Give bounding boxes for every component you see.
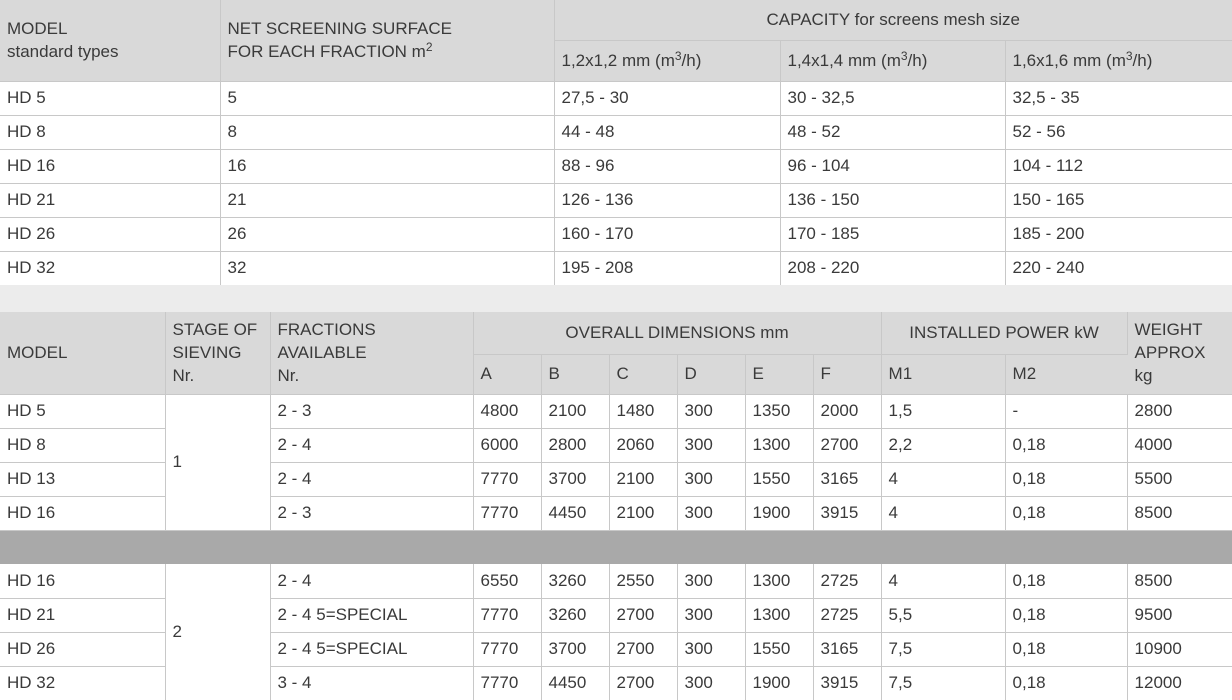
- cell-weight: 8500: [1127, 496, 1232, 530]
- header-surface-line2: FOR EACH FRACTION m: [227, 42, 426, 62]
- header-dim-e: E: [745, 354, 813, 394]
- cell-dim-d: 300: [677, 428, 745, 462]
- header-stage: [165, 312, 270, 394]
- header-dimensions: OVERALL DIMENSIONS mm: [473, 312, 881, 354]
- cell-cap-16: 220 - 240: [1005, 251, 1232, 285]
- table-gap: [0, 285, 1232, 312]
- header-weight-line1: WEIGHT: [1134, 320, 1203, 340]
- cell-dim-a: 6000: [473, 428, 541, 462]
- cell-surface: 32: [220, 251, 554, 285]
- mesh-sup: 3: [1125, 48, 1133, 63]
- header-dim-b: B: [541, 354, 609, 394]
- cell-dim-a: 7770: [473, 598, 541, 632]
- cell-cap-12: 44 - 48: [554, 115, 780, 149]
- capacity-table: [0, 0, 1232, 285]
- cell-dim-f: 2725: [813, 564, 881, 598]
- cell-m1: 5,5: [881, 598, 1005, 632]
- cell-weight: 2800: [1127, 394, 1232, 428]
- group-separator-bar: [0, 530, 1232, 564]
- cell-cap-12: 126 - 136: [554, 183, 780, 217]
- cell-dim-e: 1300: [745, 598, 813, 632]
- cell-cap-12: 160 - 170: [554, 217, 780, 251]
- cell-cap-14: 208 - 220: [780, 251, 1005, 285]
- cell-cap-14: 136 - 150: [780, 183, 1005, 217]
- cell-m2: 0,18: [1005, 462, 1127, 496]
- cell-m1: 4: [881, 564, 1005, 598]
- cell-dim-a: 6550: [473, 564, 541, 598]
- cell-dim-c: 2100: [609, 462, 677, 496]
- cell-dim-c: 1480: [609, 394, 677, 428]
- cell-model: HD 32: [0, 251, 220, 285]
- cell-fractions: 2 - 4: [270, 428, 473, 462]
- header-fractions-line3: Nr.: [277, 366, 300, 386]
- cell-dim-c: 2700: [609, 632, 677, 666]
- cell-m1: 1,5: [881, 394, 1005, 428]
- cell-m2: 0,18: [1005, 496, 1127, 530]
- cell-stage: 1: [165, 394, 270, 530]
- cell-model: HD 16: [0, 149, 220, 183]
- cell-cap-14: 96 - 104: [780, 149, 1005, 183]
- header-model-line1: MODEL: [7, 19, 68, 39]
- mesh-label: 1,2x1,2 mm (m: [561, 50, 675, 70]
- cell-dim-a: 7770: [473, 666, 541, 700]
- cell-m1: 4: [881, 462, 1005, 496]
- cell-dim-b: 3700: [541, 462, 609, 496]
- cell-fractions: 2 - 4: [270, 564, 473, 598]
- cell-dim-d: 300: [677, 394, 745, 428]
- cell-dim-d: 300: [677, 598, 745, 632]
- header-surface-sup: 2: [425, 40, 433, 55]
- cell-dim-b: 4450: [541, 496, 609, 530]
- cell-dim-f: 3165: [813, 632, 881, 666]
- cell-cap-16: 32,5 - 35: [1005, 81, 1232, 115]
- header-stage-line1: STAGE OF: [172, 320, 258, 340]
- cell-m1: 7,5: [881, 632, 1005, 666]
- table-row: [0, 394, 1232, 428]
- cell-m1: 7,5: [881, 666, 1005, 700]
- header-dim-f: F: [813, 354, 881, 394]
- cell-fractions: 2 - 4 5=SPECIAL: [270, 632, 473, 666]
- header-model-line2: standard types: [7, 42, 119, 62]
- table-row: [0, 217, 1232, 251]
- table-row: [0, 149, 1232, 183]
- header-fractions-line1: FRACTIONS: [277, 320, 376, 340]
- cell-dim-c: 2700: [609, 666, 677, 700]
- cell-cap-14: 170 - 185: [780, 217, 1005, 251]
- cell-m2: 0,18: [1005, 428, 1127, 462]
- cell-model: HD 16: [0, 496, 165, 530]
- cell-dim-e: 1900: [745, 666, 813, 700]
- cell-model: HD 5: [0, 81, 220, 115]
- cell-dim-f: 2725: [813, 598, 881, 632]
- cell-weight: 9500: [1127, 598, 1232, 632]
- cell-cap-14: 48 - 52: [780, 115, 1005, 149]
- cell-m2: 0,18: [1005, 666, 1127, 700]
- cell-model: HD 32: [0, 666, 165, 700]
- table-row: [0, 183, 1232, 217]
- cell-dim-c: 2550: [609, 564, 677, 598]
- cell-m1: 2,2: [881, 428, 1005, 462]
- cell-dim-f: 2000: [813, 394, 881, 428]
- cell-cap-16: 150 - 165: [1005, 183, 1232, 217]
- cell-dim-a: 7770: [473, 462, 541, 496]
- table-row: [0, 564, 1232, 598]
- cell-cap-16: 104 - 112: [1005, 149, 1232, 183]
- cell-weight: 12000: [1127, 666, 1232, 700]
- cell-dim-d: 300: [677, 462, 745, 496]
- header-model-2: MODEL: [0, 312, 165, 394]
- cell-model: HD 16: [0, 564, 165, 598]
- cell-dim-b: 3700: [541, 632, 609, 666]
- cell-weight: 5500: [1127, 462, 1232, 496]
- cell-surface: 21: [220, 183, 554, 217]
- cell-cap-12: 88 - 96: [554, 149, 780, 183]
- cell-fractions: 2 - 4 5=SPECIAL: [270, 598, 473, 632]
- header-power: INSTALLED POWER kW: [881, 312, 1127, 354]
- dimensions-table: [0, 312, 1232, 700]
- cell-cap-12: 27,5 - 30: [554, 81, 780, 115]
- header-dim-a: A: [473, 354, 541, 394]
- cell-dim-f: 3915: [813, 496, 881, 530]
- header-dim-d: D: [677, 354, 745, 394]
- cell-dim-c: 2100: [609, 496, 677, 530]
- header-mesh-2: [1005, 40, 1232, 81]
- cell-dim-e: 1300: [745, 428, 813, 462]
- cell-dim-b: 2800: [541, 428, 609, 462]
- cell-dim-c: 2700: [609, 598, 677, 632]
- cell-dim-b: 3260: [541, 598, 609, 632]
- cell-dim-a: 7770: [473, 632, 541, 666]
- table-row: [0, 115, 1232, 149]
- cell-m2: -: [1005, 394, 1127, 428]
- cell-dim-e: 1550: [745, 632, 813, 666]
- cell-weight: 8500: [1127, 564, 1232, 598]
- cell-weight: 10900: [1127, 632, 1232, 666]
- header-fractions: [270, 312, 473, 394]
- mesh-label: 1,4x1,4 mm (m: [787, 50, 901, 70]
- cell-model: HD 8: [0, 115, 220, 149]
- cell-model: HD 8: [0, 428, 165, 462]
- header-stage-line2: SIEVING: [172, 343, 242, 363]
- cell-surface: 26: [220, 217, 554, 251]
- header-fractions-line2: AVAILABLE: [277, 343, 367, 363]
- header-weight: [1127, 312, 1232, 394]
- header-stage-line3: Nr.: [172, 366, 195, 386]
- cell-model: HD 5: [0, 394, 165, 428]
- header-capacity: CAPACITY for screens mesh size: [554, 0, 1232, 40]
- cell-m2: 0,18: [1005, 632, 1127, 666]
- cell-dim-e: 1550: [745, 462, 813, 496]
- cell-fractions: 2 - 4: [270, 462, 473, 496]
- header-power-m1: M1: [881, 354, 1005, 394]
- mesh-unit: /h): [1132, 50, 1153, 70]
- cell-dim-b: 3260: [541, 564, 609, 598]
- cell-surface: 16: [220, 149, 554, 183]
- cell-dim-b: 2100: [541, 394, 609, 428]
- mesh-label: 1,6x1,6 mm (m: [1012, 50, 1126, 70]
- cell-dim-d: 300: [677, 564, 745, 598]
- group-separator: [0, 530, 1232, 564]
- cell-dim-d: 300: [677, 666, 745, 700]
- table-row: [0, 81, 1232, 115]
- cell-model: HD 26: [0, 217, 220, 251]
- cell-dim-e: 1350: [745, 394, 813, 428]
- header-power-m2: M2: [1005, 354, 1127, 394]
- header-surface: [220, 0, 554, 81]
- cell-fractions: 3 - 4: [270, 666, 473, 700]
- cell-fractions: 2 - 3: [270, 496, 473, 530]
- header-surface-line1: NET SCREENING SURFACE: [227, 19, 453, 39]
- mesh-sup: 3: [900, 48, 908, 63]
- cell-surface: 8: [220, 115, 554, 149]
- mesh-sup: 3: [674, 48, 682, 63]
- cell-model: HD 13: [0, 462, 165, 496]
- cell-dim-f: 2700: [813, 428, 881, 462]
- table-row: [0, 251, 1232, 285]
- cell-m1: 4: [881, 496, 1005, 530]
- cell-dim-f: 3165: [813, 462, 881, 496]
- header-weight-line3: kg: [1134, 366, 1153, 386]
- cell-cap-16: 52 - 56: [1005, 115, 1232, 149]
- cell-stage: 2: [165, 564, 270, 700]
- header-mesh-0: [554, 40, 780, 81]
- cell-dim-d: 300: [677, 632, 745, 666]
- cell-cap-14: 30 - 32,5: [780, 81, 1005, 115]
- cell-m2: 0,18: [1005, 564, 1127, 598]
- cell-dim-a: 4800: [473, 394, 541, 428]
- cell-fractions: 2 - 3: [270, 394, 473, 428]
- mesh-unit: /h): [681, 50, 702, 70]
- mesh-unit: /h): [907, 50, 928, 70]
- cell-dim-c: 2060: [609, 428, 677, 462]
- cell-dim-b: 4450: [541, 666, 609, 700]
- cell-dim-a: 7770: [473, 496, 541, 530]
- cell-model: HD 21: [0, 183, 220, 217]
- header-dim-c: C: [609, 354, 677, 394]
- cell-model: HD 21: [0, 598, 165, 632]
- cell-dim-f: 3915: [813, 666, 881, 700]
- cell-weight: 4000: [1127, 428, 1232, 462]
- cell-cap-16: 185 - 200: [1005, 217, 1232, 251]
- header-weight-line2: APPROX: [1134, 343, 1206, 363]
- cell-model: HD 26: [0, 632, 165, 666]
- cell-cap-12: 195 - 208: [554, 251, 780, 285]
- header-model: [0, 0, 220, 81]
- cell-dim-d: 300: [677, 496, 745, 530]
- cell-m2: 0,18: [1005, 598, 1127, 632]
- cell-dim-e: 1300: [745, 564, 813, 598]
- cell-dim-e: 1900: [745, 496, 813, 530]
- header-mesh-1: [780, 40, 1005, 81]
- cell-surface: 5: [220, 81, 554, 115]
